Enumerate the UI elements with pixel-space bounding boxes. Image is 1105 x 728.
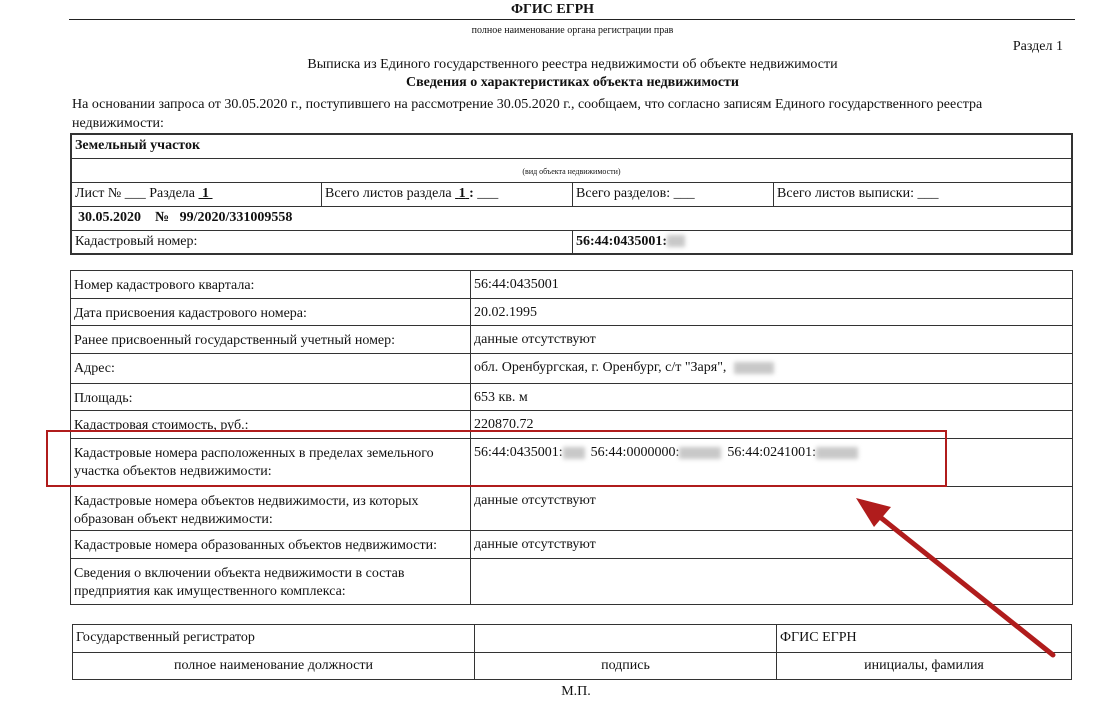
row-value: 20.02.1995 bbox=[471, 299, 1073, 326]
row-value: данные отсутствуют bbox=[471, 531, 1073, 559]
registrar-org: ФГИС ЕГРН bbox=[777, 625, 1072, 653]
row-label: Кадастровая стоимость, руб.: bbox=[71, 411, 471, 439]
row-label: Номер кадастрового квартала: bbox=[71, 271, 471, 299]
row-label: Кадастровые номера расположенных в пределах земельного участка объектов недвижимости: bbox=[71, 439, 471, 487]
section-label: Раздел 1 bbox=[1012, 39, 1063, 54]
row-label: Сведения о включении объекта недвижимости в состав предприятия как имущественного комплекса: bbox=[71, 559, 471, 605]
total-extract-cell: Всего листов выписки: ___ bbox=[774, 182, 1073, 206]
total-sheets-cell: Всего листов раздела 1 : ___ bbox=[322, 182, 573, 206]
row-label: Адрес: bbox=[71, 354, 471, 384]
row-label: Ранее присвоенный государственный учетный номер: bbox=[71, 326, 471, 354]
doc-subtitle: Сведения о характеристиках объекта недвижимости bbox=[406, 75, 739, 90]
caption-signature: подпись bbox=[475, 653, 777, 680]
registrar-position: Государственный регистратор bbox=[73, 625, 475, 653]
row-label: Кадастровые номера образованных объектов недвижимости: bbox=[71, 531, 471, 559]
org-caption: полное наименование органа регистрации прав bbox=[471, 25, 674, 36]
row-value: 653 кв. м bbox=[471, 384, 1073, 411]
request-number: 30.05.2020 № 99/2020/331009558 bbox=[71, 206, 1072, 230]
row-value: 220870.72 bbox=[471, 411, 1073, 439]
cadastral-number: 56:44:0000000: bbox=[590, 445, 680, 460]
cadastral-label: Кадастровый номер: bbox=[71, 230, 573, 254]
org-name: ФГИС ЕГРН bbox=[510, 2, 595, 17]
caption-name: инициалы, фамилия bbox=[777, 653, 1072, 680]
row-value: обл. Оренбургская, г. Оренбург, с/т "Заря", bbox=[471, 354, 1073, 384]
intro-text: На основании запроса от 30.05.2020 г., поступившего на рассмотрение 30.05.2020 г., сообщаем, что согласно записям Единого государственного реестра недвижимости: bbox=[72, 97, 983, 131]
object-type-caption: (вид объекта недвижимости) bbox=[71, 158, 1072, 182]
total-sections-cell: Всего разделов: ___ bbox=[573, 182, 774, 206]
row-value: 56:44:0435001 bbox=[471, 271, 1073, 299]
object-type: Земельный участок bbox=[71, 134, 1072, 158]
sheet-cell: Лист № ___ Раздела 1 bbox=[71, 182, 322, 206]
row-value: данные отсутствуют bbox=[471, 487, 1073, 531]
cadastral-value: 56:44:0435001: bbox=[573, 230, 1073, 254]
row-label: Кадастровые номера объектов недвижимости, из которых образован объект недвижимости: bbox=[71, 487, 471, 531]
row-label: Площадь: bbox=[71, 384, 471, 411]
doc-title: Выписка из Единого государственного реестра недвижимости об объекте недвижимости bbox=[307, 57, 838, 72]
stamp-label: М.П. bbox=[561, 684, 591, 699]
cadastral-number: 56:44:0435001: bbox=[474, 445, 563, 460]
row-label: Дата присвоения кадастрового номера: bbox=[71, 299, 471, 326]
caption-position: полное наименование должности bbox=[73, 653, 475, 680]
row-value: данные отсутствуют bbox=[471, 326, 1073, 354]
cadastral-number: 56:44:0241001: bbox=[727, 445, 817, 460]
